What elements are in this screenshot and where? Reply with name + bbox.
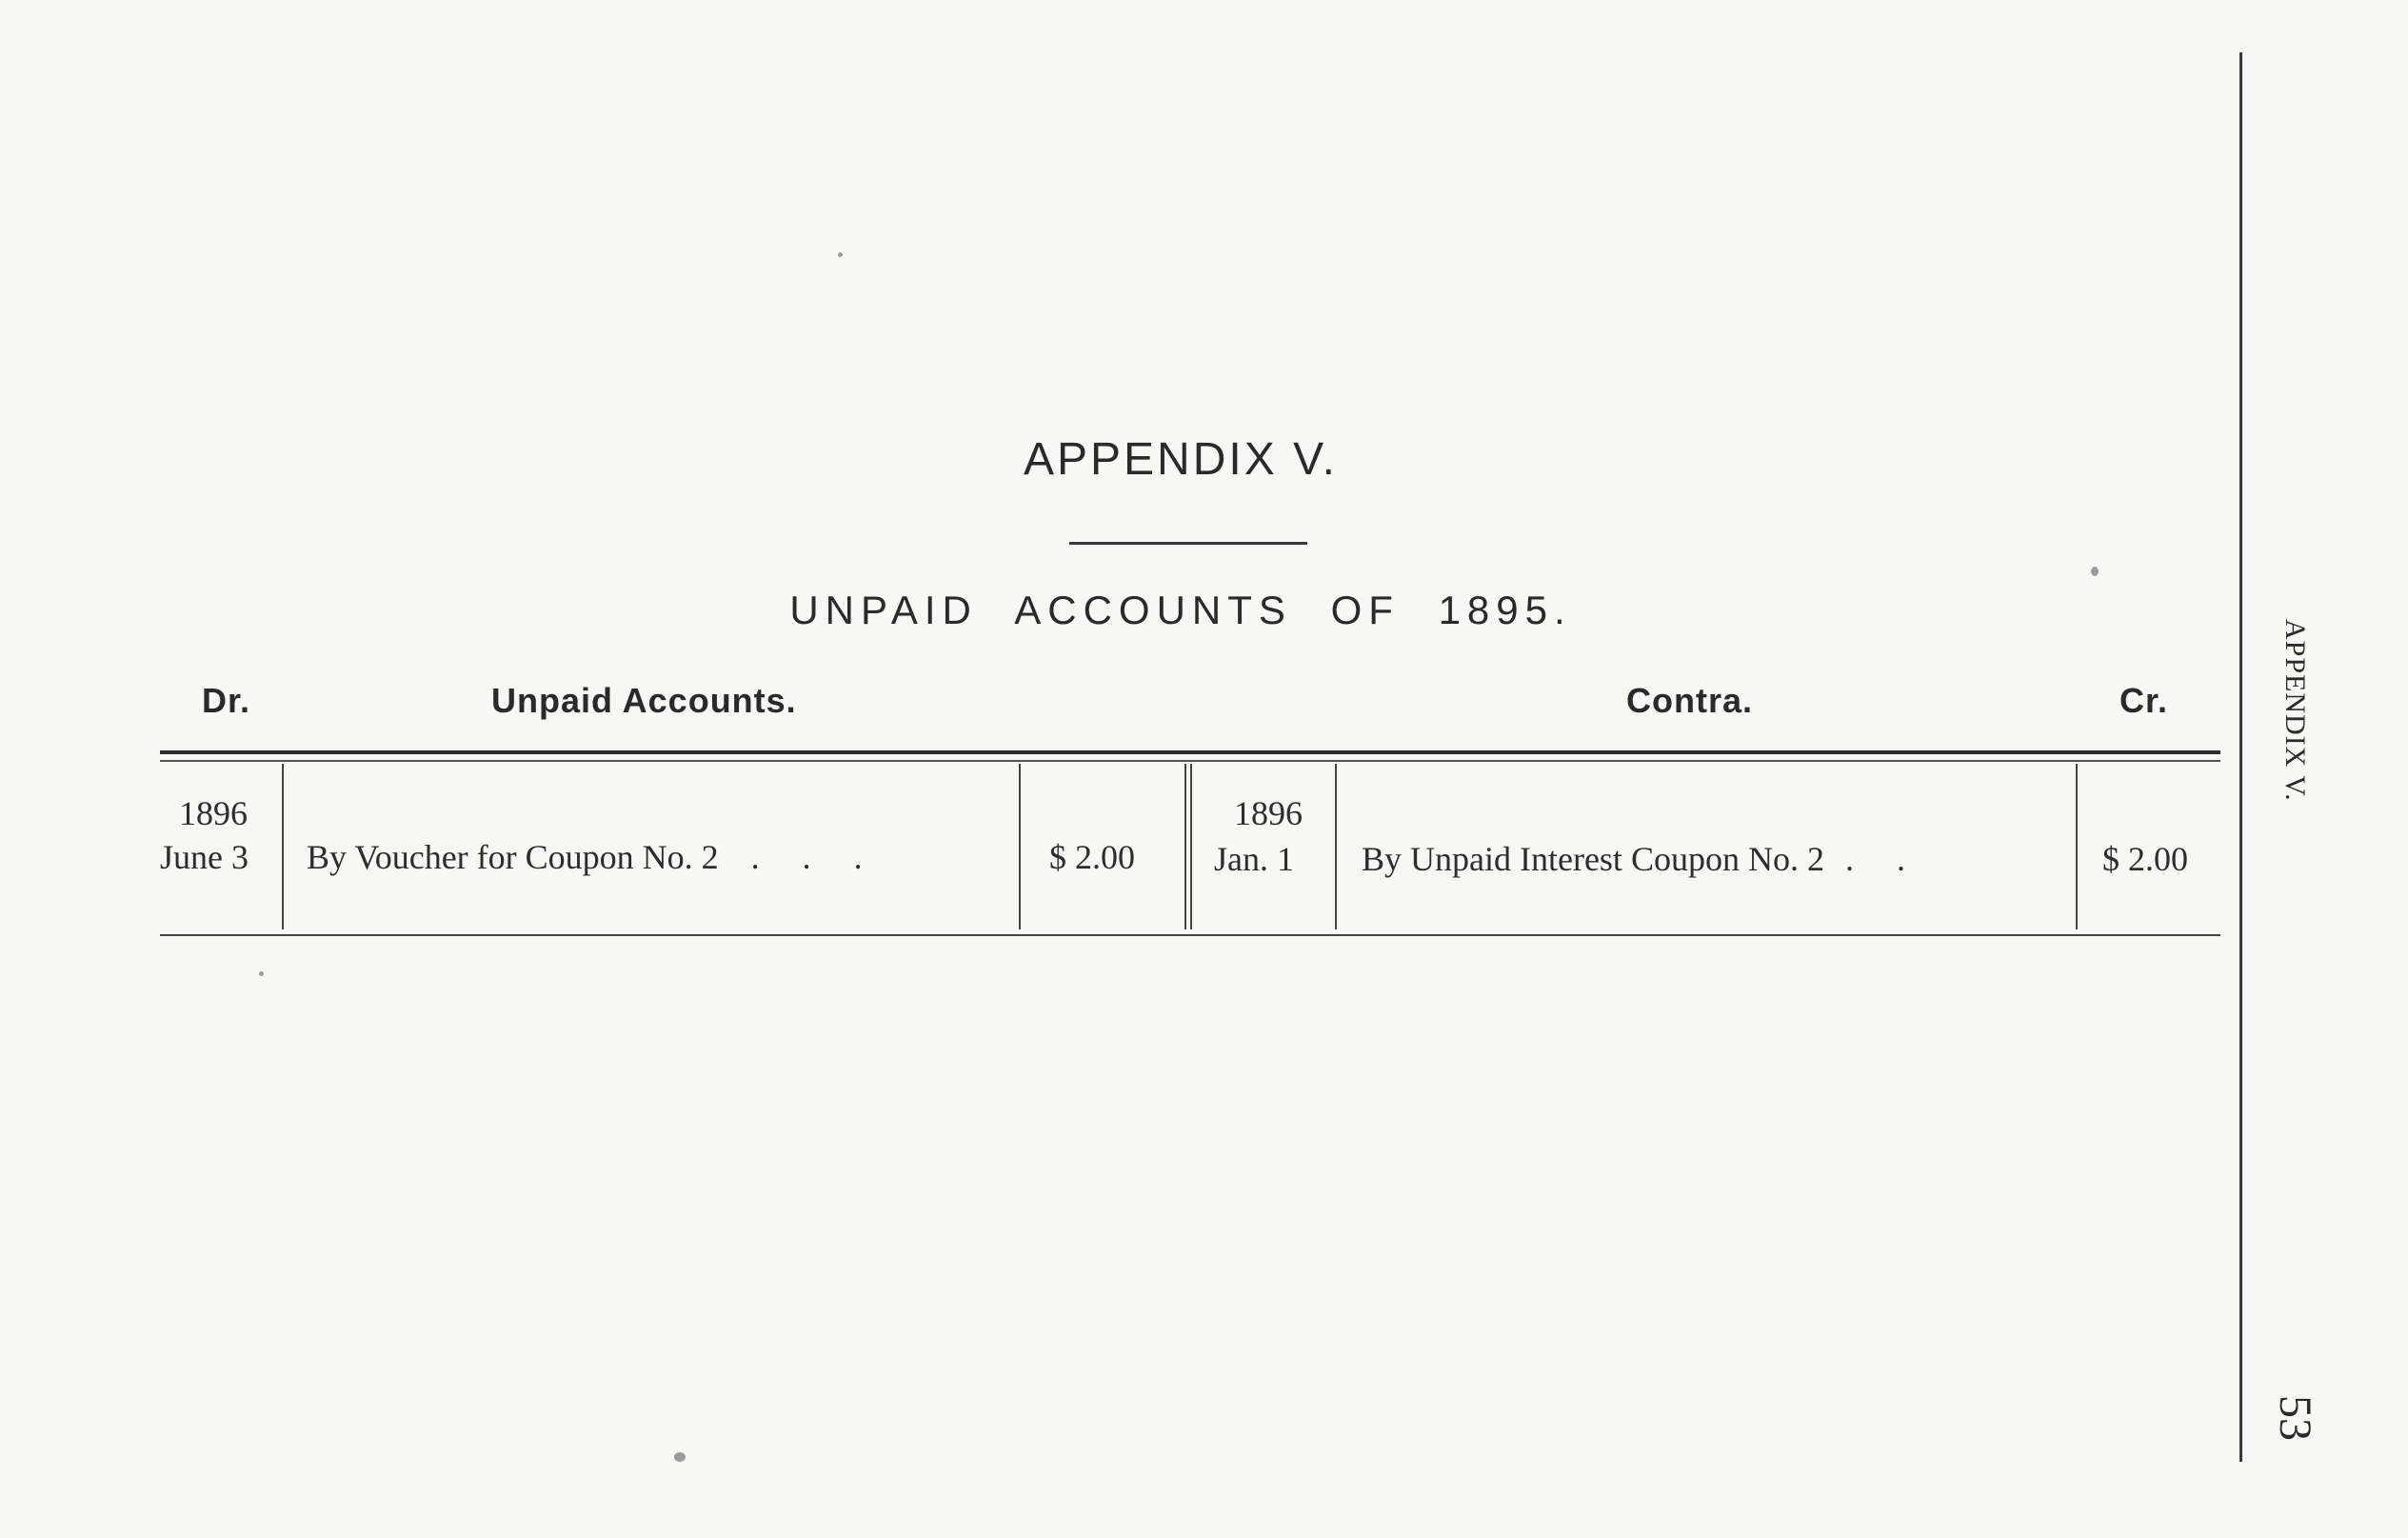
center-double-divider [1184,764,1186,929]
ledger-bottom-rule [160,934,2220,936]
ledger-table [160,750,2220,936]
credit-leader-dots: . . [1844,840,1922,878]
page-title: APPENDIX V. [1023,434,1339,485]
column-divider [1019,764,1021,929]
credit-year: 1896 [1234,794,1303,832]
column-divider [282,764,284,929]
binding-rule [2239,52,2242,1462]
ledger-top-rule [160,750,2220,754]
credit-amount: $ 2.00 [2102,840,2188,878]
column-header-contra: Contra. [1626,681,1753,720]
column-header-unpaid-accounts: Unpaid Accounts. [491,681,797,720]
credit-description [1362,839,1922,879]
debit-description [307,837,880,877]
column-divider [1335,764,1337,929]
column-divider [2076,764,2078,929]
credit-date: Jan. 1 [1214,840,1294,878]
page-subtitle: UNPAID ACCOUNTS OF 1895. [789,588,1572,632]
scan-speck [2091,567,2099,576]
scan-speck [259,971,264,976]
page-number: 53 [2270,1395,2320,1441]
title-divider [1069,542,1307,545]
debit-description-text: By Voucher for Coupon No. 2 [307,838,719,876]
debit-amount: $ 2.00 [1049,838,1135,876]
running-head: APPENDIX V. [2279,619,2311,802]
scan-speck [674,1452,686,1462]
column-header-cr: Cr. [2119,681,2169,720]
center-double-divider [1190,764,1192,929]
debit-year: 1896 [179,794,248,832]
credit-description-text: By Unpaid Interest Coupon No. 2 [1362,840,1824,878]
ledger-top-rule-thin [160,760,2220,762]
scan-speck [838,252,843,257]
column-header-dr: Dr. [202,681,251,720]
debit-leader-dots: . . . [750,838,880,876]
debit-date: June 3 [160,838,249,876]
